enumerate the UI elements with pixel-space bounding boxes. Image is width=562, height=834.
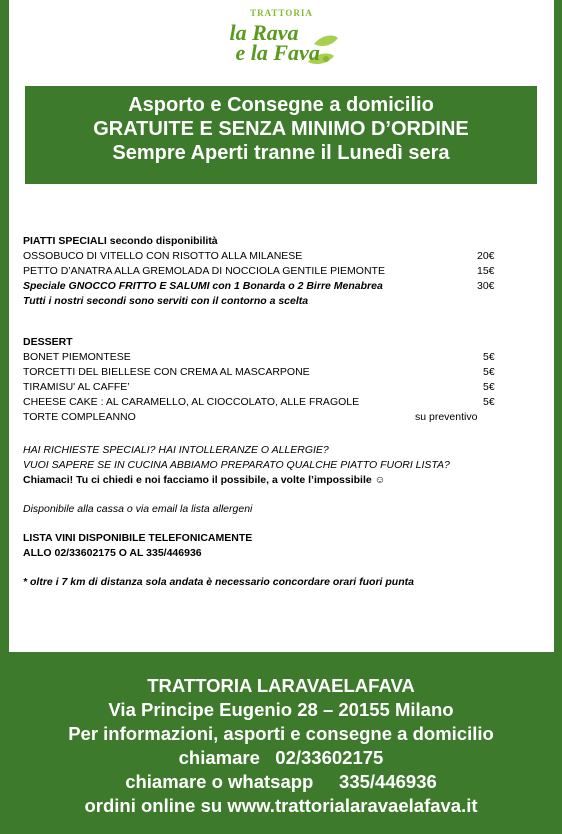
item-price: 5€ bbox=[483, 396, 495, 408]
footer-phone: chiamare 02/33602175 bbox=[178, 747, 384, 768]
item-price: 20€ bbox=[477, 250, 495, 262]
item-name: Speciale GNOCCO FRITTO E SALUMI con 1 Bonarda o 2 Birre Menabrea bbox=[23, 280, 383, 292]
wine-line-2: ALLO 02/33602175 O AL 335/446936 bbox=[23, 547, 202, 559]
item-name: OSSOBUCO DI VITELLO CON RISOTTO ALLA MILANESE bbox=[23, 250, 303, 262]
list-item bbox=[23, 249, 543, 264]
allergens-note: Disponibile alla cassa o via email la lista allergeni bbox=[23, 503, 253, 515]
item-price: 30€ bbox=[477, 280, 495, 292]
wine-line-1: LISTA VINI DISPONIBILE TELEFONICAMENTE bbox=[23, 532, 253, 544]
requests-line-3: Chiamaci! Tu ci chiedi e noi facciamo il possibile, a volte l’impossibile ☺ bbox=[23, 474, 386, 486]
logo-wordmark bbox=[222, 22, 342, 70]
dessert-heading: DESSERT bbox=[23, 336, 73, 348]
item-name: TIRAMISU' AL CAFFE’ bbox=[23, 381, 130, 393]
requests-line-2: VUOI SAPERE SE IN CUCINA ABBIAMO PREPARATO QUALCHE PIATTO FUORI LISTA? bbox=[23, 459, 450, 471]
item-price: 5€ bbox=[483, 366, 495, 378]
list-item bbox=[23, 410, 543, 425]
menu-content bbox=[23, 234, 543, 590]
list-item bbox=[23, 350, 543, 365]
item-name: TORTE COMPLEANNO bbox=[23, 411, 136, 423]
footer-info: Per informazioni, asporti e consegne a domicilio bbox=[68, 723, 494, 744]
logo-line-1: la Rava bbox=[229, 20, 299, 45]
restaurant-logo bbox=[9, 8, 554, 75]
item-name: PETTO D’ANATRA ALLA GREMOLADA DI NOCCIOLA GENTILE PIEMONTE bbox=[23, 265, 385, 277]
banner-line-1: Asporto e Consegne a domicilio bbox=[128, 94, 434, 116]
banner-line-3: Sempre Aperti tranne il Lunedì sera bbox=[112, 142, 450, 164]
list-item bbox=[23, 365, 543, 380]
distance-note: * oltre i 7 km di distanza sola andata è necessario concordare orari fuori punta bbox=[23, 576, 414, 588]
item-name: BONET PIEMONTESE bbox=[23, 351, 131, 363]
item-name: CHEESE CAKE : AL CARAMELLO, AL CIOCCOLATO, ALLE FRAGOLE bbox=[23, 396, 360, 408]
list-item bbox=[23, 380, 543, 395]
item-price: 15€ bbox=[477, 265, 495, 277]
footer-online: ordini online su www.trattorialaravaelafava.it bbox=[84, 795, 478, 816]
list-item bbox=[23, 264, 543, 279]
item-price: 5€ bbox=[483, 351, 495, 363]
list-item bbox=[23, 395, 543, 410]
footer-name: TRATTORIA LARAVAELAFAVA bbox=[147, 675, 415, 696]
footer-whatsapp: chiamare o whatsapp 335/446936 bbox=[125, 771, 437, 792]
menu-sheet bbox=[9, 0, 554, 652]
requests-line-1: HAI RICHIESTE SPECIALI? HAI INTOLLERANZE O ALLERGIE? bbox=[23, 444, 329, 456]
banner-line-2: GRATUITE E SENZA MINIMO D’ORDINE bbox=[93, 118, 469, 140]
item-price: 5€ bbox=[483, 381, 495, 393]
item-price: su preventivo bbox=[415, 411, 478, 423]
logo-line-2: e la Fava bbox=[235, 40, 320, 65]
contact-footer bbox=[0, 674, 562, 818]
delivery-banner bbox=[25, 86, 537, 184]
specials-note: Tutti i nostri secondi sono serviti con il contorno a scelta bbox=[23, 295, 309, 307]
specials-heading: PIATTI SPECIALI secondo disponibilità bbox=[23, 235, 218, 247]
logo-top-text: TRATTORIA bbox=[250, 8, 313, 18]
footer-address: Via Principe Eugenio 28 – 20155 Milano bbox=[108, 699, 454, 720]
list-item bbox=[23, 279, 543, 294]
item-name: TORCETTI DEL BIELLESE CON CREMA AL MASCARPONE bbox=[23, 366, 310, 378]
